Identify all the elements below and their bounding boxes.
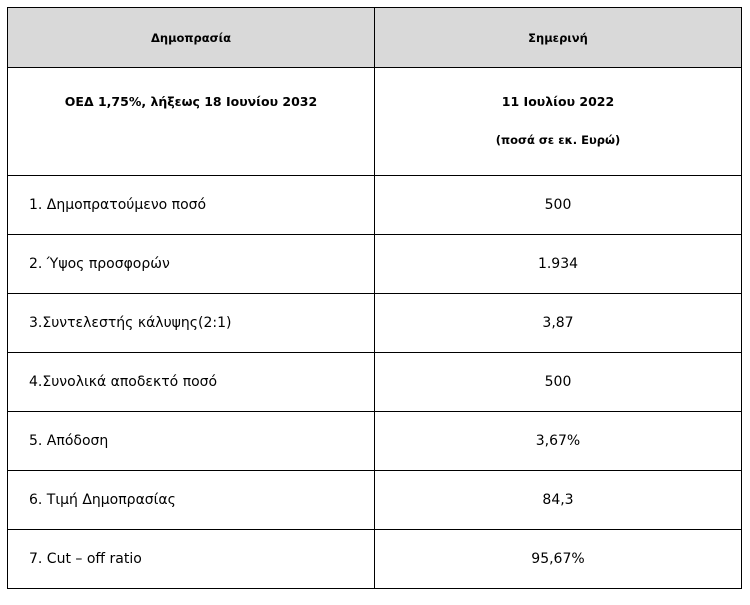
table-row (8, 353, 742, 412)
row-value-auctioned-amount: 500 (375, 176, 742, 235)
bond-description-cell (8, 68, 375, 176)
bond-description: ΟΕΔ 1,75%, λήξεως 18 Ιουνίου 2032 (64, 94, 318, 109)
auction-results-document (7, 7, 741, 593)
table-row (8, 294, 742, 353)
table-header-row (8, 8, 742, 68)
header-today: Σημερινή (375, 8, 742, 68)
auction-results-table (7, 7, 742, 589)
header-auction: Δημοπρασία (8, 8, 375, 68)
row-value-bids-amount: 1.934 (375, 235, 742, 294)
row-value-cover-ratio: 3,87 (375, 294, 742, 353)
row-label-accepted-amount: 4.Συνολικά αποδεκτό ποσό (8, 353, 375, 412)
row-label-auction-price: 6. Τιμή Δημοπρασίας (8, 471, 375, 530)
table-row (8, 412, 742, 471)
auction-date-cell (375, 68, 742, 176)
row-value-yield: 3,67% (375, 412, 742, 471)
row-label-yield: 5. Απόδοση (8, 412, 375, 471)
row-value-accepted-amount: 500 (375, 353, 742, 412)
table-row (8, 471, 742, 530)
row-label-auctioned-amount: 1. Δημοπρατούμενο ποσό (8, 176, 375, 235)
row-value-cutoff-ratio: 95,67% (375, 530, 742, 589)
table-row (8, 176, 742, 235)
amount-unit-note: (ποσά σε εκ. Ευρώ) (495, 133, 621, 147)
row-label-cover-ratio: 3.Συντελεστής κάλυψης(2:1) (8, 294, 375, 353)
table-subheader-row (8, 68, 742, 176)
table-row (8, 530, 742, 589)
row-label-bids-amount: 2. Ύψος προσφορών (8, 235, 375, 294)
auction-date: 11 Ιουλίου 2022 (501, 94, 615, 109)
table-row (8, 235, 742, 294)
row-label-cutoff-ratio: 7. Cut – off ratio (8, 530, 375, 589)
row-value-auction-price: 84,3 (375, 471, 742, 530)
